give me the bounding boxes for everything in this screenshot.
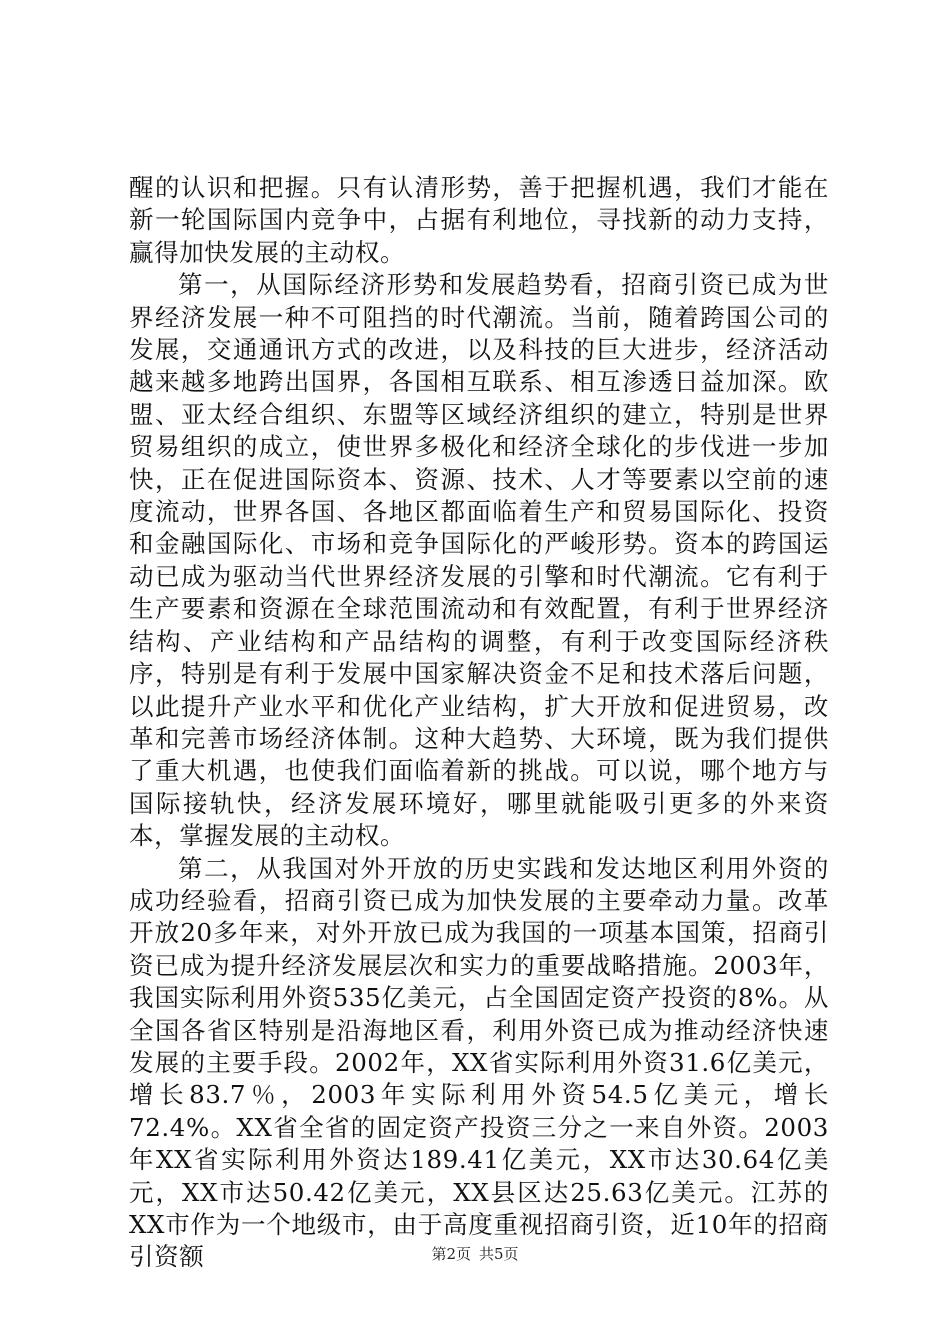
document-body — [129, 172, 829, 1274]
page-number: 第2页 — [431, 1245, 471, 1263]
page-total: 共5页 — [479, 1245, 519, 1263]
paragraph-3: 第二，从我国对外开放的历史实践和发达地区利用外资的成功经验看，招商引资已成为加快发展的主要牵动力量。改革开放20多年来，对外开放已成为我国的一项基本国策，招商引资已成为提升经济发展层次和实力的重要战略措施。2003年，我国实际利用外资535亿美元，占全国固定资产投资的8%。从全国各省区特别是沿海地区看，利用外资已成为推动经济快速发展的主要手段。2002年，XX省实际利用外资31.6亿美元，增长83.7％，2003年实际利用外资54.5亿美元，增长72.4%。XX省全省的固定资产投资三分之一来自外资。2003年XX省实际利用外资达189.41亿美元，XX市达30.64亿美元，XX市达50.42亿美元，XX县区达25.63亿美元。江苏的XX市作为一个地级市，由于高度重视招商引资，近10年的招商引资额 — [129, 853, 829, 1272]
page-footer — [0, 1244, 950, 1264]
paragraph-2: 第一，从国际经济形势和发展趋势看，招商引资已成为世界经济发展一种不可阻挡的时代潮流。当前，随着跨国公司的发展，交通通讯方式的改进，以及科技的巨大进步，经济活动越来越多地跨出国界，各国相互联系、相互渗透日益加深。欧盟、亚太经合组织、东盟等区域经济组织的建立，特别是世界贸易组织的成立，使世界多极化和经济全球化的步伐进一步加快，正在促进国际资本、资源、技术、人才等要素以空前的速度流动，世界各国、各地区都面临着生产和贸易国际化、投资和金融国际化、市场和竞争国际化的严峻形势。资本的跨国运动已成为驱动当代世界经济发展的引擎和时代潮流。它有利于生产要素和资源在全球范围流动和有效配置，有利于世界经济结构、产业结构和产品结构的调整，有利于改变国际经济秩序，特别是有利于发展中国家解决资金不足和技术落后问题，以此提升产业水平和优化产业结构，扩大开放和促进贸易，改革和完善市场经济体制。这种大趋势、大环境，既为我们提供了重大机遇，也使我们面临着新的挑战。可以说，哪个地方与国际接轨快，经济发展环境好，哪里就能吸引更多的外来资本，掌握发展的主动权。 — [129, 270, 829, 851]
paragraph-1: 醒的认识和把握。只有认清形势，善于把握机遇，我们才能在新一轮国际国内竞争中，占据有利地位，寻找新的动力支持，赢得加快发展的主动权。 — [129, 173, 829, 267]
